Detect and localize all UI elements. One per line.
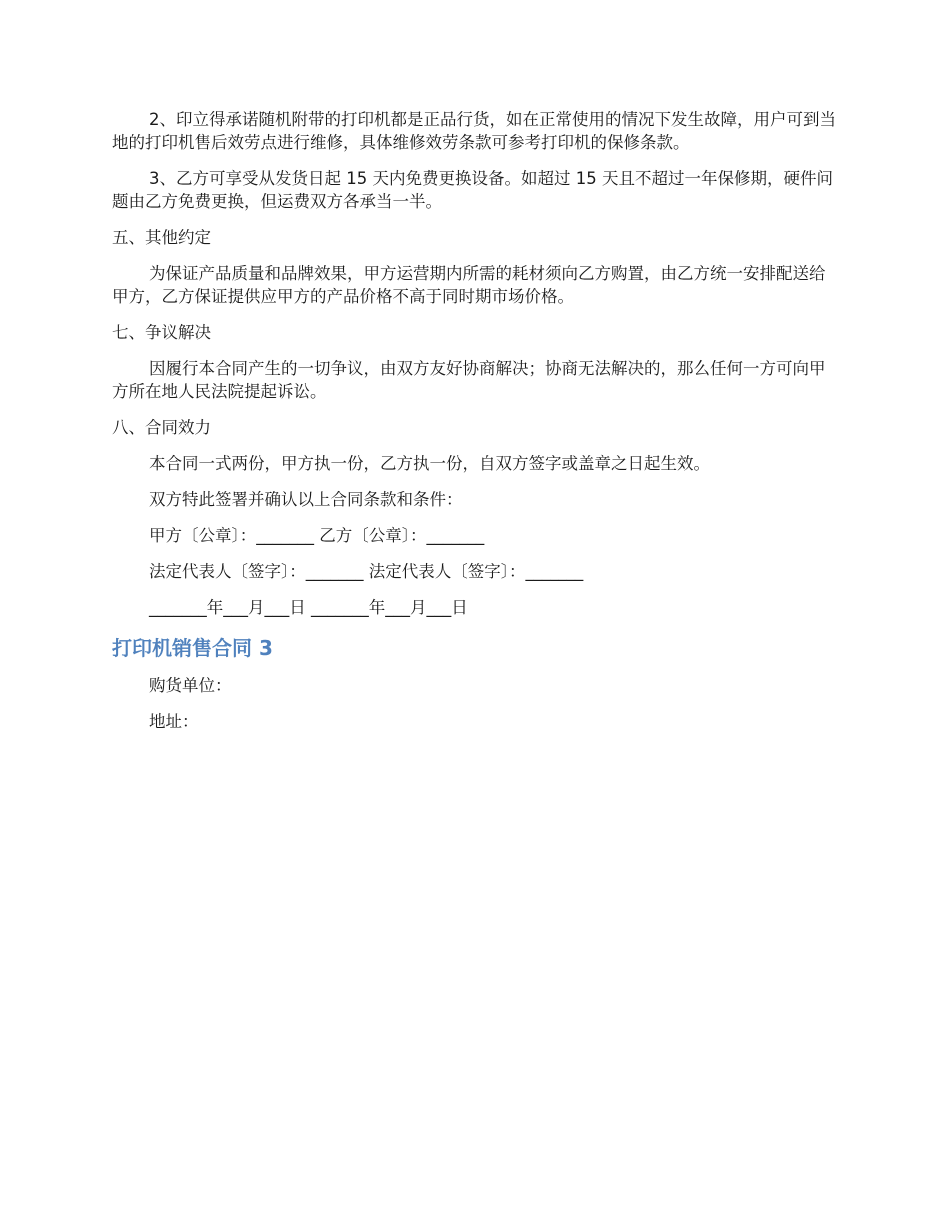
- representative-signature-line: 法定代表人〔签字〕：_______ 法定代表人〔签字〕：_______: [149, 562, 584, 581]
- contract-3-title: 打印机销售合同 3: [112, 636, 273, 660]
- confirmation-paragraph: 双方特此签署并确认以上合同条款和条件：: [149, 490, 463, 509]
- seal-line: 甲方〔公章〕：_______ 乙方〔公章〕：_______: [149, 526, 485, 545]
- dispute-paragraph: 因履行本合同产生的一切争议，由双方友好协商解决；协商无法解决的，那么任何一方可向甲方所在地人民法院提起诉讼。: [112, 359, 826, 401]
- address-field-label: 地址：: [149, 712, 199, 731]
- date-line: _______年___月___日 _______年___月___日: [149, 598, 468, 617]
- section-8-heading: 八、合同效力: [112, 418, 211, 437]
- clause-2-paragraph: 2、印立得承诺随机附带的打印机都是正品行货，如在正常使用的情况下发生故障，用户可到当地的打印机售后效劳点进行维修，具体维修效劳条款可参考打印机的保修条款。: [112, 110, 836, 152]
- other-agreements-paragraph: 为保证产品质量和品牌效果，甲方运营期内所需的耗材须向乙方购置，由乙方统一安排配送给甲方，乙方保证提供应甲方的产品价格不高于同时期市场价格。: [112, 264, 826, 306]
- validity-paragraph: 本合同一式两份，甲方执一份，乙方执一份，自双方签字或盖章之日起生效。: [149, 454, 710, 473]
- buyer-field-label: 购货单位：: [149, 676, 232, 695]
- section-7-heading: 七、争议解决: [112, 323, 211, 342]
- section-5-heading: 五、其他约定: [112, 228, 211, 247]
- clause-3-paragraph: 3、乙方可享受从发货日起 15 天内免费更换设备。如超过 15 天且不超过一年保修期，硬件问题由乙方免费更换，但运费双方各承当一半。: [112, 169, 833, 211]
- document-page: [112, 108, 840, 746]
